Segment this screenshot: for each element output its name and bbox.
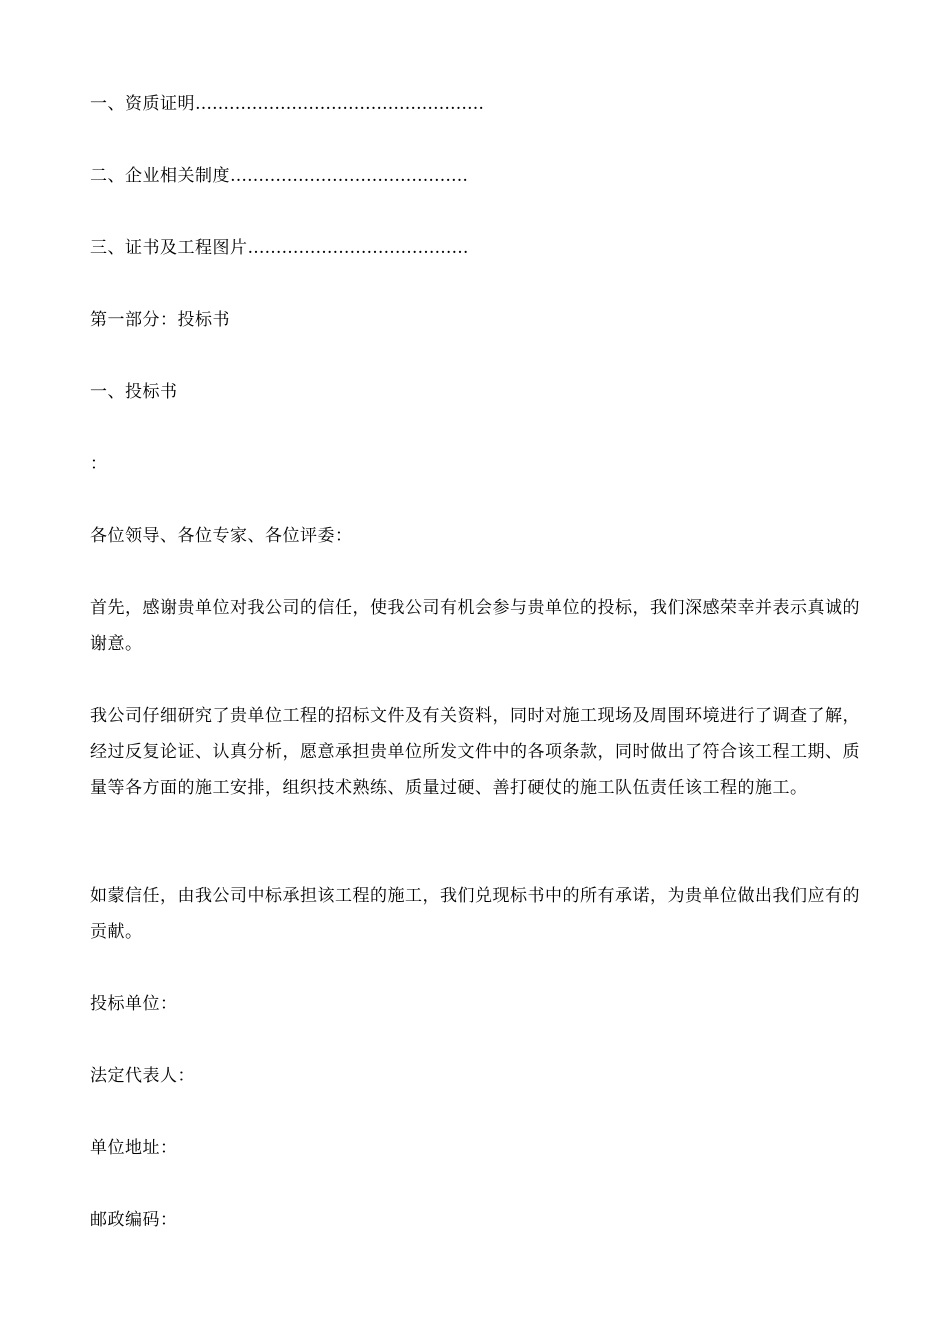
field-postal-code: 邮政编码： bbox=[90, 1210, 178, 1230]
part-title: 第一部分：投标书 bbox=[90, 310, 230, 330]
field-bidder: 投标单位： bbox=[90, 994, 178, 1014]
toc-item-qualification bbox=[90, 86, 484, 122]
toc-item-certificates bbox=[90, 230, 469, 266]
toc-leader-dots: ………………………………… bbox=[247, 238, 469, 258]
paragraph-promise: 如蒙信任，由我公司中标承担该工程的施工，我们兑现标书中的所有承诺，为贵单位做出我们应有的贡献。 bbox=[90, 886, 860, 942]
toc-item-policies bbox=[90, 158, 468, 194]
toc-leader-dots: …………………………………………… bbox=[195, 94, 484, 114]
toc-label: 三、证书及工程图片 bbox=[90, 238, 248, 258]
field-address: 单位地址： bbox=[90, 1138, 178, 1158]
greeting: 各位领导、各位专家、各位评委： bbox=[90, 526, 353, 546]
recipient-line: ： bbox=[90, 454, 108, 474]
toc-label: 二、企业相关制度 bbox=[90, 166, 230, 186]
toc-leader-dots: …………………………………… bbox=[230, 166, 468, 186]
toc-label: 一、资质证明 bbox=[90, 94, 195, 114]
paragraph-commitment: 我公司仔细研究了贵单位工程的招标文件及有关资料，同时对施工现场及周围环境进行了调查了解，经过反复论证、认真分析，愿意承担贵单位所发文件中的各项条款，同时做出了符合该工程工期、质量等各方面的施工安排，组织技术熟练、质量过硬、善打硬仗的施工队伍责任该工程的施工。 bbox=[90, 706, 860, 798]
field-legal-rep: 法定代表人： bbox=[90, 1066, 195, 1086]
paragraph-thanks: 首先，感谢贵单位对我公司的信任，使我公司有机会参与贵单位的投标，我们深感荣幸并表示真诚的谢意。 bbox=[90, 598, 860, 654]
section-title: 一、投标书 bbox=[90, 382, 178, 402]
